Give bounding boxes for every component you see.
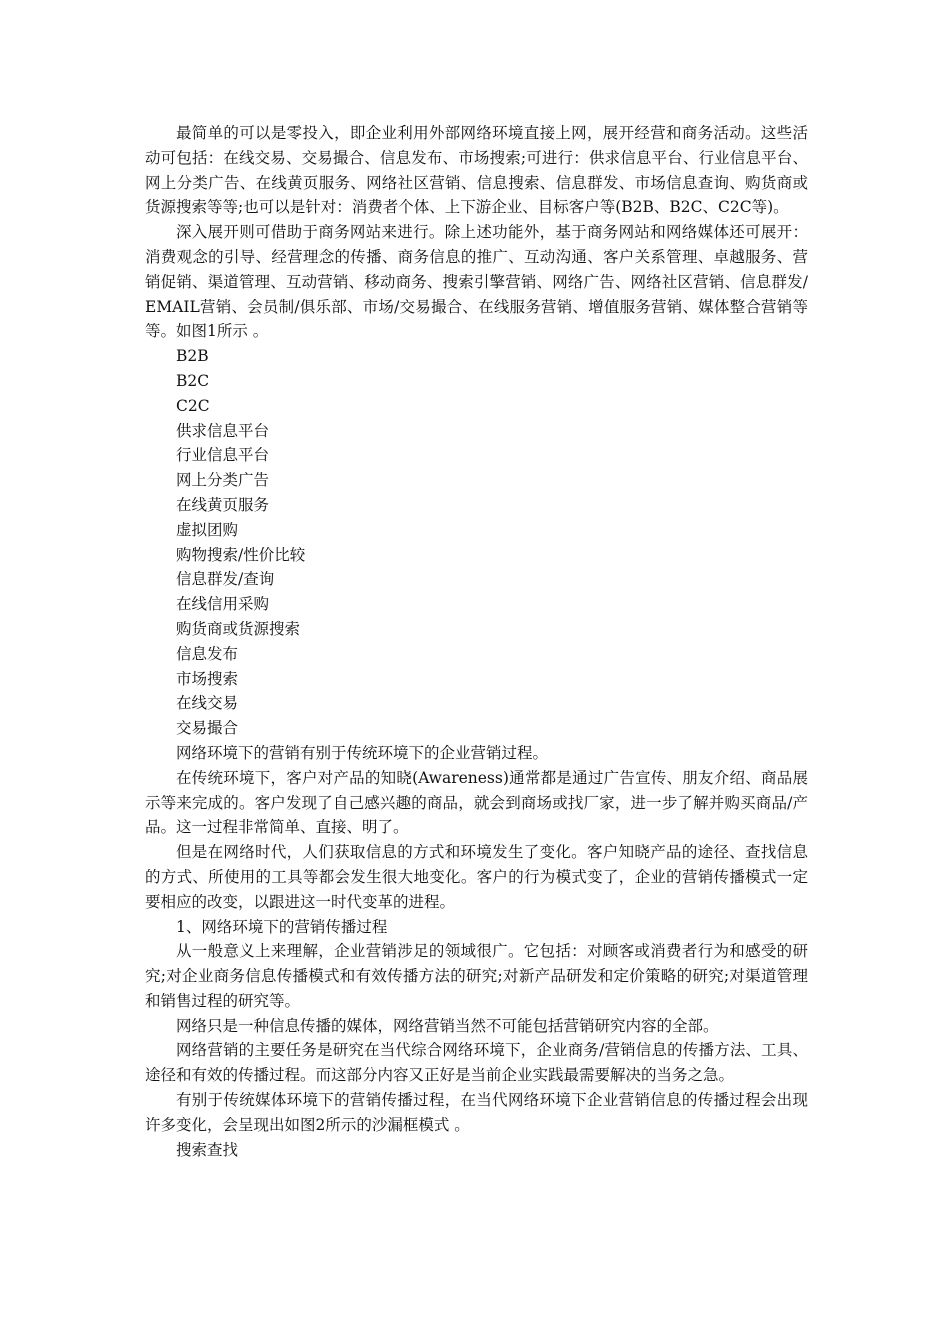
paragraph-main-task: 网络营销的主要任务是研究在当代综合网络环境下，企业商务/营销信息的传播方法、工具、途径和有效的传播过程。而这部分内容又正好是当前企业实践最需要解决的当务之急。 bbox=[145, 1041, 808, 1085]
figure1-item: 交易撮合 bbox=[176, 719, 239, 738]
figure1-item: C2C bbox=[176, 396, 210, 415]
figure1-item: B2B bbox=[176, 347, 209, 366]
figure1-item: 购货商或货源搜索 bbox=[176, 619, 301, 638]
figure1-item: 虚拟团购 bbox=[176, 520, 239, 539]
figure1-item: 行业信息平台 bbox=[176, 446, 270, 465]
figure1-item: 网上分类广告 bbox=[176, 471, 270, 490]
figure1-item: 供求信息平台 bbox=[176, 421, 270, 440]
paragraph-media: 网络只是一种信息传播的媒体，网络营销当然不可能包括营销研究内容的全部。 bbox=[176, 1016, 719, 1035]
paragraph-network-marketing: 网络环境下的营销有别于传统环境下的企业营销过程。 bbox=[176, 743, 549, 762]
document-page bbox=[145, 121, 808, 1162]
figure1-item: 购物搜索/性价比较 bbox=[176, 545, 306, 564]
figure1-item: 在线信用采购 bbox=[176, 595, 270, 614]
figure1-item: 信息群发/查询 bbox=[176, 570, 275, 589]
paragraph-traditional: 在传统环境下，客户对产品的知晓(Awareness)通常都是通过广告宣传、朋友介绍、商品展示等来完成的。客户发现了自己感兴趣的商品，就会到商场或找厂家，进一步了解并购买商品/产品。这一过程非常简单、直接、明了。 bbox=[145, 768, 808, 837]
paragraph-commerce-site: 深入展开则可借助于商务网站来进行。除上述功能外，基于商务网站和网络媒体还可展开：消费观念的引导、经营理念的传播、商务信息的推广、互动沟通、客户关系管理、卓越服务、营销促销、渠道管理、互动营销、移动商务、搜索引擎营销、网络广告、网络社区营销、信息群发/EMAIL营销、会员制/俱乐部、市场/交易撮合、在线服务营销、增值服务营销、媒体整合营销等等。如图1所示 。 bbox=[145, 223, 808, 341]
figure2-label: 搜索查找 bbox=[176, 1140, 239, 1159]
figure1-item: 在线黄页服务 bbox=[176, 495, 270, 514]
section-heading: 1、网络环境下的营销传播过程 bbox=[176, 917, 388, 936]
paragraph-hourglass: 有别于传统媒体环境下的营销传播过程，在当代网络环境下企业营销信息的传播过程会出现许多变化，会呈现出如图2所示的沙漏框模式 。 bbox=[145, 1091, 808, 1134]
paragraph-network-era: 但是在网络时代，人们获取信息的方式和环境发生了变化。客户知晓产品的途径、查找信息的方式、所使用的工具等都会发生很大地变化。客户的行为模式变了，企业的营销传播模式一定要相应的改变，以跟进这一时代变革的进程。 bbox=[145, 843, 808, 911]
paragraph-intro: 最简单的可以是零投入，即企业利用外部网络环境直接上网，展开经营和商务活动。这些活动可包括：在线交易、交易撮合、信息发布、市场搜索;可进行：供求信息平台、行业信息平台、网上分类广告、在线黄页服务、网络社区营销、信息搜索、信息群发、市场信息查询、购货商或货源搜索等等;也可以是针对：消费者个体、上下游企业、目标客户等(B2B、B2C、C2C等)。 bbox=[145, 124, 808, 217]
figure1-item: 信息发布 bbox=[176, 644, 239, 663]
figure1-item: B2C bbox=[176, 371, 210, 390]
figure1-item: 市场搜索 bbox=[176, 669, 239, 688]
figure1-item: 在线交易 bbox=[176, 694, 239, 713]
paragraph-marketing-scope: 从一般意义上来理解，企业营销涉足的领域很广。它包括：对顾客或消费者行为和感受的研究;对企业商务信息传播模式和有效传播方法的研究;对新产品研发和定价策略的研究;对渠道管理和销售过程的研究等。 bbox=[145, 942, 808, 1010]
figure1-list bbox=[145, 344, 808, 741]
